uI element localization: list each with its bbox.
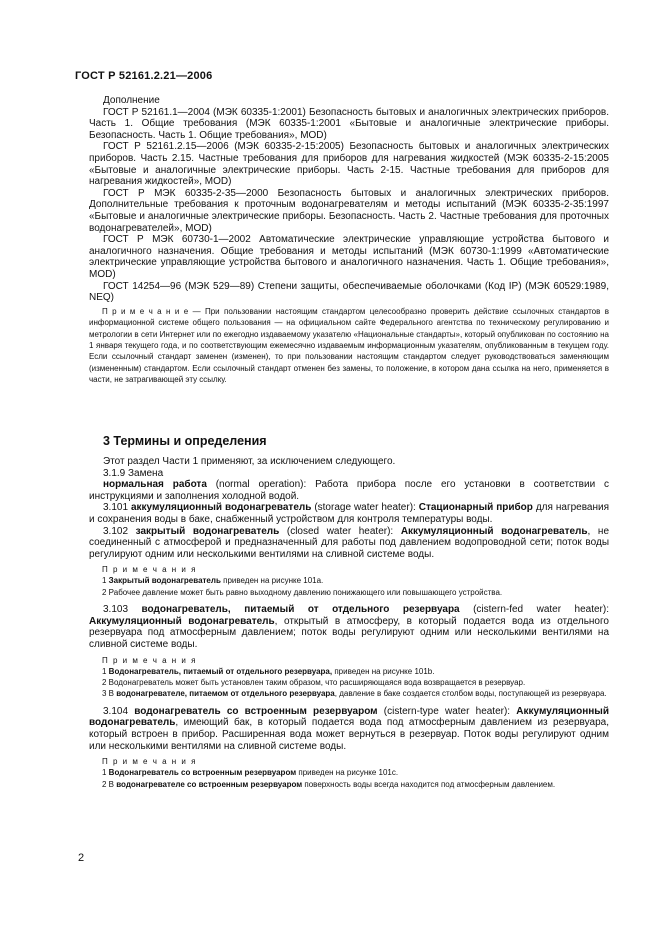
section-3 [89, 434, 609, 448]
supplement-heading: Дополнение [103, 95, 160, 106]
section-heading: 3 Термины и определения [103, 434, 267, 448]
note-item: 2 В водонагревателе со встроенным резервуаром поверхность воды всегда находится под атмосферным давлением. [102, 779, 556, 789]
notes-label: П р и м е ч а н и я [102, 565, 197, 575]
reference-item: ГОСТ Р 52161.2.15—2006 (МЭК 60335-2-15:2005) Безопасность бытовых и аналогичных электрических приборов. Часть 2.15. Частные требования для приборов для нагревания жидкостей (МЭК 60335-2-15:2005 «Бытовые и аналогичные электрические приборы. Часть 2-15. Частные требования для приборов для нагревания жидкостей», MOD) [89, 141, 609, 188]
term-3-101: 3.101 аккумуляционный водонагреватель (storage water heater): Стационарный прибор для нагревания и сохранения воды в баке, снабженный устройством для контроля температуры воды. [89, 502, 610, 525]
reference-item: ГОСТ Р 52161.1—2004 (МЭК 60335-1:2001) Безопасность бытовых и аналогичных электрических приборов. Часть 1. Общие требования (МЭК 60335-1:2001 «Бытовые и аналогичные электрические приборы. Безопасность. Часть 1. Общие требования», MOD) [89, 106, 609, 141]
references-supplement [89, 95, 609, 386]
term-normal-operation: нормальная работа (normal operation): Работа прибора после его установки в соответствии с инструкциями и заполнения холодной водой. [89, 479, 609, 502]
reference-item: ГОСТ Р МЭК 60335-2-35—2000 Безопасность бытовых и аналогичных электрических приборов. Дополнительные требования к проточным водонагревателям и методы испытаний (МЭК 60335-2-35:1997 «Бытовые и аналогичные электрические приборы. Безопасность. Часть 2. Частные требования для проточных водонагревателей», MOD) [89, 187, 609, 234]
notes-label: П р и м е ч а н и я [102, 655, 197, 665]
note-item: 1 Водонагреватель со встроенным резервуаром приведен на рисунке 101с. [102, 768, 399, 778]
term: водонагреватель со встроенным резервуаром [134, 705, 378, 717]
notes-label: П р и м е ч а н и я [102, 757, 197, 767]
section-3-body [89, 456, 609, 790]
references-note [89, 306, 609, 386]
reference-item: ГОСТ Р МЭК 60730-1—2002 Автоматические электрические управляющие устройства бытового и аналогичного назначения. Общие требования и методы испытаний (МЭК 60730-1:1999 «Автоматические электрические управляющие устройства бытового и аналогичного назначения. Часть 1. Общие требования», MOD) [89, 234, 609, 280]
term-3-102: 3.102 закрытый водонагреватель (closed water heater): Аккумуляционный водонагреватель, не соединенный с атмосферой и предназначенный для работы под давлением водопроводной сети; поток воды регулируют одним или несколькими вентилями на сливной системе воды. [89, 525, 610, 560]
note-item: 2 Рабочее давление может быть равно выходному давлению понижающего или повышающего устройства. [102, 587, 503, 597]
term: аккумуляционный водонагреватель [130, 502, 312, 514]
reference-item: ГОСТ 14254—96 (МЭК 529—89) Степени защиты, обеспечиваемые оболочками (Код IP) (МЭК 60529:1989, NEQ) [89, 280, 609, 304]
note-item: 1 Водонагреватель, питаемый от отдельного резервуара, приведен на рисунке 101b. [102, 666, 435, 676]
note-label: П р и м е ч а н и е [102, 306, 189, 316]
note-item: 3 В водонагревателе, питаемом от отдельного резервуара, давление в баке создается столбом воды, поступающей из резервуара. [102, 689, 607, 699]
note-text: — При пользовании настоящим стандартом целесообразно проверить действие ссылочных стандартов в информационной системе общего пользования — на официальном сайте Федерального агентства по техническому регулированию и метрологии в сети Интернет или по ежегодно издаваемому указателю «Национальные стандарты», который опубликован по состоянию на 1 января текущего года, и по соответствующим ежемесячно издаваемым информационным указателям, опубликованным в текущем году. Если ссылочный стандарт заменен (изменен), то при пользовании настоящим стандартом следует руководствоваться заменяющим (измененным) стандартом. Если ссылочный стандарт отменен без замены, то положение, в котором дана ссылка на него, применяется в части, не затрагивающей эту ссылку. [89, 306, 609, 385]
note-item: 1 Закрытый водонагреватель приведен на рисунке 101а. [102, 576, 324, 586]
document-header: ГОСТ Р 52161.2.21—2006 [75, 70, 213, 82]
term: нормальная работа [103, 479, 207, 491]
page-number: 2 [78, 852, 85, 864]
term: закрытый водонагреватель [135, 525, 280, 537]
term: водонагреватель, питаемый от отдельного резервуара [141, 604, 460, 616]
section-intro: Этот раздел Части 1 применяют, за исключением следующего. [103, 456, 396, 467]
note-item: 2 Водонагреватель может быть установлен таким образом, что расширяющаяся вода возвращается в резервуар. [102, 677, 526, 687]
clause-3-1-9: 3.1.9 Замена [103, 467, 164, 479]
term-3-104: 3.104 водонагреватель со встроенным резервуаром (cistern-type water heater): Аккумуляционный водонагреватель, имеющий бак, в который подается вода под атмосферным давлением из резервуара, который встроен в прибор. Расширенная вода может вернуться в резервуар. Поток воды регулируют одним или несколькими вентилями на сливной системе воды. [89, 705, 609, 752]
term-3-103: 3.103 водонагреватель, питаемый от отдельного резервуара (cistern-fed water heater): Аккумуляционный водонагреватель, открытый в атмосферу, в который подается вода из отдельного резервуара под атмосферным давлением; поток воды регулируют одним или несколькими вентилями на сливной системе воды. [89, 604, 609, 650]
